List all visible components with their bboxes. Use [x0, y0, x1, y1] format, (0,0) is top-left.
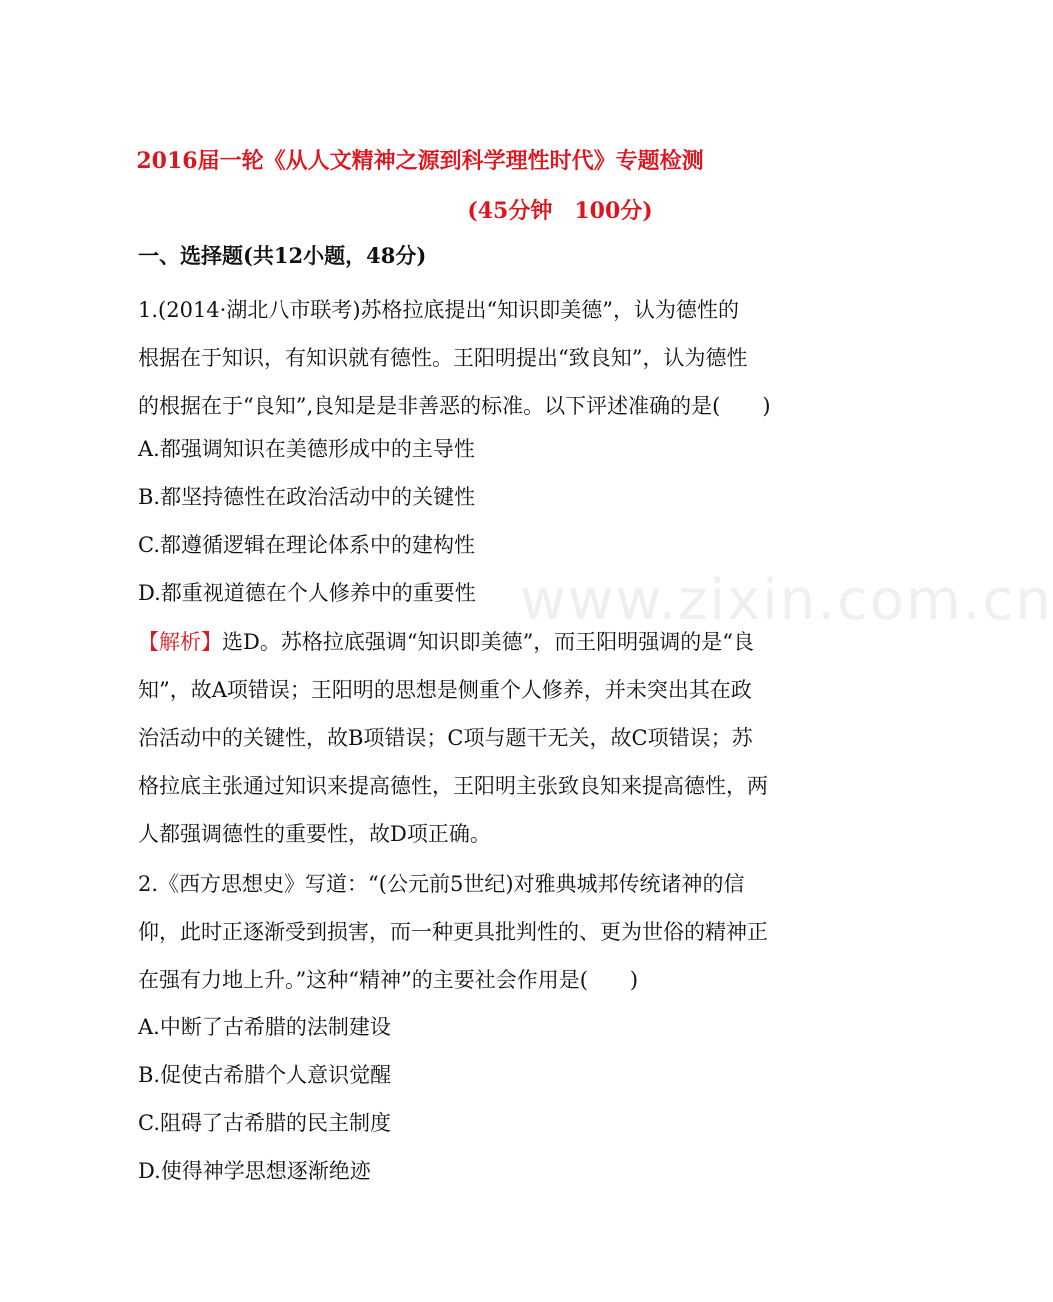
question-1-line: 1.(2014·湖北八市联考)苏格拉底提出“知识即美德”，认为德性的 [138, 298, 740, 322]
question-1-option-d: D.都重视道德在个人修养中的重要性 [138, 581, 476, 605]
document-subtitle: (45分钟 100分) [467, 198, 653, 224]
watermark: www.zixin.com.cn [520, 568, 1053, 633]
question-2-option-a: A.中断了古希腊的法制建设 [138, 1015, 391, 1039]
analysis-line: 知”，故A项错误；王阳明的思想是侧重个人修养，并未突出其在政 [138, 678, 752, 702]
analysis-line: 格拉底主张通过知识来提高德性，王阳明主张致良知来提高德性，两 [138, 774, 768, 798]
question-2-option-c: C.阻碍了古希腊的民主制度 [138, 1111, 391, 1135]
question-2-line: 2.《西方思想史》写道：“(公元前5世纪)对雅典城邦传统诸神的信 [138, 872, 745, 896]
question-2-option-b: B.促使古希腊个人意识觉醒 [138, 1063, 392, 1087]
section-heading: 一、选择题(共12小题，48分) [138, 243, 427, 268]
question-1-line: 的根据在于“良知”,良知是是非善恶的标准。以下评述准确的是( ) [138, 394, 771, 418]
question-1-line: 根据在于知识，有知识就有德性。王阳明提出“致良知”，认为德性 [138, 346, 748, 370]
question-1-option-a: A.都强调知识在美德形成中的主导性 [138, 437, 475, 461]
analysis-line: 人都强调德性的重要性，故D项正确。 [138, 822, 491, 846]
question-1-stem [138, 286, 803, 430]
analysis-line-text: 选D。苏格拉底强调“知识即美德”，而王阳明强调的是“良 [222, 630, 755, 654]
document-title: 2016届一轮《从人文精神之源到科学理性时代》专题检测 [136, 148, 704, 174]
analysis-tag: 【解析】 [138, 630, 222, 654]
question-2-option-d: D.使得神学思想逐渐绝迹 [138, 1159, 371, 1183]
question-1-analysis [138, 618, 803, 858]
question-2-line: 仰，此时正逐渐受到损害，而一种更具批判性的、更为世俗的精神正 [138, 920, 768, 944]
question-1-option-c: C.都遵循逻辑在理论体系中的建构性 [138, 533, 475, 557]
analysis-line: 治活动中的关键性，故B项错误；C项与题干无关，故C项错误；苏 [138, 726, 753, 750]
question-2-stem [138, 860, 803, 1004]
question-2-line: 在强有力地上升。”这种“精神”的主要社会作用是( ) [138, 968, 639, 992]
question-1-option-b: B.都坚持德性在政治活动中的关键性 [138, 485, 476, 509]
